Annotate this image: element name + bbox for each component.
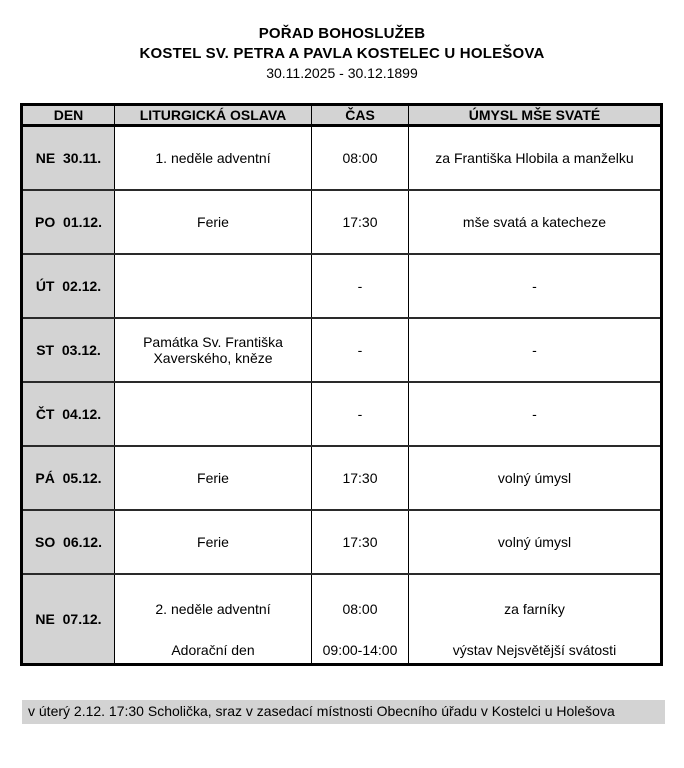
liturgy-cell [115,574,312,665]
intention-cell: volný úmysl [409,446,662,510]
table-row [22,446,662,510]
liturgy-cell: Památka Sv. Františka Xaverského, kněze [115,318,312,382]
time-cell [312,574,409,665]
page-title: POŘAD BOHOSLUŽEB [258,25,426,42]
liturgy-cell: Ferie [115,446,312,510]
time-cell: - [312,254,409,318]
intention-line-1: za farníky [504,601,565,617]
time-cell: 17:30 [312,446,409,510]
date-range: 30.11.2025 - 30.12.1899 [266,65,418,81]
footer-note: v úterý 2.12. 17:30 Scholička, sraz v zasedací místnosti Obecního úřadu v Kostelci u Holešova [22,700,665,724]
intention-cell: - [409,254,662,318]
time-line-2: 09:00-14:00 [322,641,398,658]
table-row [22,574,662,665]
day-cell: NE 30.11. [22,126,115,190]
intention-line-2: výstav Nejsvětější svátosti [452,641,617,658]
table-row [22,382,662,446]
liturgy-cell [115,254,312,318]
table-row [22,126,662,190]
time-cell: - [312,382,409,446]
time-line-1: 08:00 [342,601,378,617]
liturgy-line-2: Adorační den [171,641,255,658]
table-row [22,318,662,382]
page-subtitle: KOSTEL SV. PETRA A PAVLA KOSTELEC U HOLEŠOVA [139,45,545,62]
time-cell: 17:30 [312,510,409,574]
liturgy-cell: Ferie [115,510,312,574]
day-cell: ST 03.12. [22,318,115,382]
intention-cell: za Františka Hlobila a manželku [409,126,662,190]
day-cell: NE 07.12. [22,574,115,665]
day-cell: PO 01.12. [22,190,115,254]
liturgy-cell: Ferie [115,190,312,254]
table-row [22,190,662,254]
col-header-cas: ČAS [312,105,409,126]
intention-cell: volný úmysl [409,510,662,574]
intention-cell: - [409,318,662,382]
day-cell: ÚT 02.12. [22,254,115,318]
table-row [22,510,662,574]
day-cell: ČT 04.12. [22,382,115,446]
day-cell: PÁ 05.12. [22,446,115,510]
col-header-liturgicka-oslava: LITURGICKÁ OSLAVA [115,105,312,126]
table-header-row [22,105,662,126]
intention-cell [409,574,662,665]
liturgy-cell: 1. neděle adventní [115,126,312,190]
col-header-umysl: ÚMYSL MŠE SVATÉ [409,105,662,126]
table-row [22,254,662,318]
day-cell: SO 06.12. [22,510,115,574]
schedule-table [20,103,663,666]
liturgy-cell [115,382,312,446]
time-cell: 08:00 [312,126,409,190]
time-cell: 17:30 [312,190,409,254]
col-header-den: DEN [22,105,115,126]
time-cell: - [312,318,409,382]
title-block [0,0,684,83]
intention-cell: mše svatá a katecheze [409,190,662,254]
liturgy-line-1: 2. neděle adventní [155,601,271,617]
intention-cell: - [409,382,662,446]
